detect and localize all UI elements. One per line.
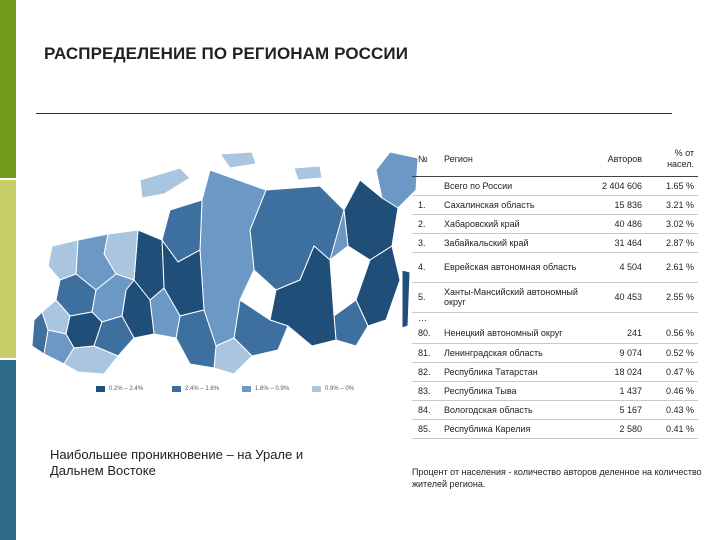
row-authors: 15 836 xyxy=(580,195,644,214)
slide-title: РАСПРЕДЕЛЕНИЕ ПО РЕГИОНАМ РОССИИ xyxy=(44,44,409,63)
row-region: Хабаровский край xyxy=(442,214,580,233)
row-authors: 40 453 xyxy=(580,282,644,312)
table-row xyxy=(412,362,698,381)
row-region: Ханты-Мансийский автономный округ xyxy=(442,282,580,312)
row-region: Еврейская автономная область xyxy=(442,252,580,282)
table-row xyxy=(412,252,698,282)
legend-swatch xyxy=(96,386,105,392)
row-region: Ленинградская область xyxy=(442,343,580,362)
row-num: 3. xyxy=(412,233,442,252)
legend-item xyxy=(96,386,143,392)
row-pct: 2.61 % xyxy=(644,252,698,282)
row-region: Ненецкий автономный округ xyxy=(442,324,580,343)
legend-item xyxy=(312,386,354,392)
row-authors: 241 xyxy=(580,324,644,343)
row-pct: 2.55 % xyxy=(644,282,698,312)
row-num: 80. xyxy=(412,324,442,343)
row-authors: 5 167 xyxy=(580,400,644,419)
row-region: Забайкальский край xyxy=(442,233,580,252)
table-row xyxy=(412,195,698,214)
row-pct: 0.46 % xyxy=(644,381,698,400)
table-row xyxy=(412,233,698,252)
row-pct: 0.47 % xyxy=(644,362,698,381)
row-region: Республика Карелия xyxy=(442,419,580,438)
total-pct: 1.65 % xyxy=(644,176,698,195)
map-region xyxy=(402,270,410,328)
row-num: 4. xyxy=(412,252,442,282)
row-authors: 31 464 xyxy=(580,233,644,252)
table-row xyxy=(412,400,698,419)
row-num: 81. xyxy=(412,343,442,362)
title-divider xyxy=(36,113,672,114)
legend-item xyxy=(172,386,219,392)
table-header-row xyxy=(412,142,698,176)
total-region: Всего по России xyxy=(442,176,580,195)
map-caption: Наибольшее проникновение – на Урале и Дальнем Востоке xyxy=(50,447,304,478)
map-legend xyxy=(96,386,396,398)
header-pct-line1: % от xyxy=(674,147,694,158)
legend-label: 0.9% – 0% xyxy=(325,386,355,392)
total-num xyxy=(412,176,442,195)
table-row xyxy=(412,214,698,233)
map-region xyxy=(294,166,322,180)
row-region: Республика Татарстан xyxy=(442,362,580,381)
russia-region-map xyxy=(30,150,420,380)
legend-swatch xyxy=(242,386,251,392)
row-authors: 2 580 xyxy=(580,419,644,438)
row-num: 2. xyxy=(412,214,442,233)
row-authors: 40 486 xyxy=(580,214,644,233)
row-pct: 2.87 % xyxy=(644,233,698,252)
row-authors: 9 074 xyxy=(580,343,644,362)
row-region: Республика Тыва xyxy=(442,381,580,400)
row-region: Вологодская область xyxy=(442,400,580,419)
row-num: 83. xyxy=(412,381,442,400)
map-region xyxy=(140,168,190,198)
legend-item xyxy=(242,386,289,392)
table-row xyxy=(412,381,698,400)
legend-swatch xyxy=(312,386,321,392)
header-authors: Авторов xyxy=(580,142,644,176)
header-pct xyxy=(644,142,698,176)
table-row xyxy=(412,419,698,438)
table-row xyxy=(412,282,698,312)
row-authors: 18 024 xyxy=(580,362,644,381)
map-region xyxy=(220,152,256,168)
legend-label: 1.6% – 0.9% xyxy=(255,386,290,392)
region-table xyxy=(412,142,698,439)
table-total-row xyxy=(412,176,698,195)
accent-bar-green xyxy=(0,0,16,178)
table-ellipsis-row xyxy=(412,312,698,324)
row-pct: 0.41 % xyxy=(644,419,698,438)
map-region xyxy=(48,240,78,280)
header-pct-line2: насел. xyxy=(667,158,694,169)
row-num: 85. xyxy=(412,419,442,438)
header-region: Регион xyxy=(442,142,580,176)
row-num: 82. xyxy=(412,362,442,381)
table-ellipsis: … xyxy=(418,313,427,324)
table-row xyxy=(412,324,698,343)
row-authors: 1 437 xyxy=(580,381,644,400)
legend-label: 2.4% – 1.6% xyxy=(185,386,220,392)
legend-swatch xyxy=(172,386,181,392)
row-num: 1. xyxy=(412,195,442,214)
row-region: Сахалинская область xyxy=(442,195,580,214)
row-pct: 0.56 % xyxy=(644,324,698,343)
header-num: № xyxy=(412,142,442,176)
row-pct: 3.02 % xyxy=(644,214,698,233)
row-pct: 3.21 % xyxy=(644,195,698,214)
table-row xyxy=(412,343,698,362)
row-authors: 4 504 xyxy=(580,252,644,282)
russia-map-graphic xyxy=(30,150,420,380)
total-authors: 2 404 606 xyxy=(580,176,644,195)
table-footnote: Процент от населения - количество авторов деленное на количество жителей региона. xyxy=(412,467,702,489)
accent-bar-blue xyxy=(0,360,16,540)
row-num: 5. xyxy=(412,282,442,312)
row-num: 84. xyxy=(412,400,442,419)
row-pct: 0.52 % xyxy=(644,343,698,362)
accent-bar-olive xyxy=(0,180,16,358)
legend-label: 0.2% – 2.4% xyxy=(109,386,144,392)
row-pct: 0.43 % xyxy=(644,400,698,419)
